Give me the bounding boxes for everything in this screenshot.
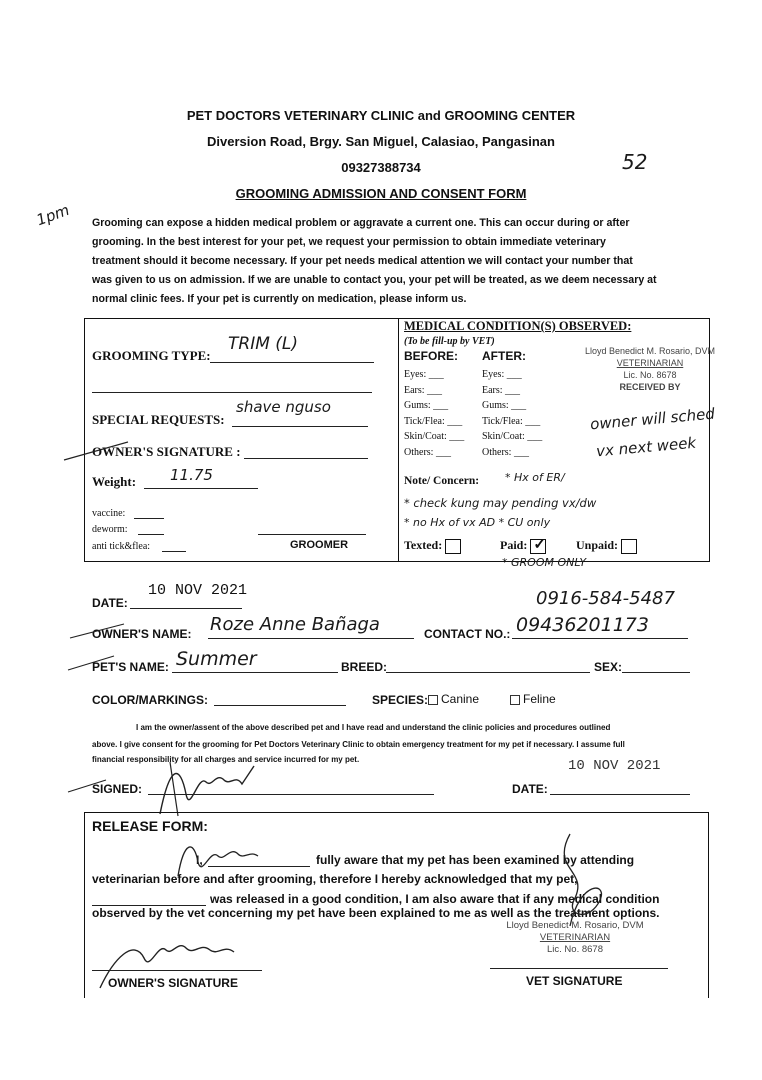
species-canine[interactable] [428,692,479,706]
intro-line: Grooming can expose a hidden medical problem or aggravate a current one. This can occur during or after [92,217,630,229]
owner-sig-label: OWNER'S SIGNATURE [108,976,238,990]
medical-title: MEDICAL CONDITION(S) OBSERVED: [404,319,632,333]
texted-text: Texted: [404,538,443,552]
check-label: Gums: [482,400,509,411]
unpaid-checkbox[interactable] [621,539,637,554]
stamp-title: VETERINARIAN [539,932,611,943]
paid-label [500,538,546,554]
check-label: Tick/Flea: [482,415,523,427]
deworm-line [138,534,164,535]
check-label: Eyes: [482,369,505,380]
release-right-border [708,812,710,998]
vaccine-label: vaccine: [92,508,126,519]
blank-line [92,392,372,393]
stamp-name: Lloyd Benedict M. Rosario, DVM [584,346,716,356]
note-line: * Hx of ER/ [505,471,565,484]
side-note-1: owner will sched [589,404,716,434]
vet-sig-label: VET SIGNATURE [526,974,623,988]
received-by: RECEIVED BY [619,382,681,392]
check-mark-icon: ✓ [533,536,546,553]
check-label: Eyes: [404,369,427,380]
canine-checkbox[interactable] [428,695,438,705]
vet-sig-line [490,968,668,969]
vet-stamp [580,345,720,393]
deworm-label: deworm: [92,524,128,535]
before-checklist: Eyes: ___ Ears: ___ Gums: ___ Tick/Flea: ___ Skin/Coat: ___ Others: ___ [404,369,465,458]
check-label: Ears: [404,384,425,396]
consent-date-label: DATE: [512,782,548,796]
intro-line: treatment should it become necessary. If your pet needs medical attention we will contact your number that [92,255,633,267]
texted-checkbox[interactable] [445,539,461,554]
intro-line: normal clinic fees. If your pet is currently on medication, please inform us. [92,293,467,305]
owner-name-label: OWNER'S NAME: [92,627,192,641]
owner-signature-label: OWNER'S SIGNATURE : [92,444,241,459]
check-label: Skin/Coat: [404,431,447,442]
pet-name-value: Summer [176,648,257,670]
release-left-border [84,812,86,998]
signed-label: SIGNED: [92,782,143,796]
sex-line [622,672,690,673]
clinic-address: Diversion Road, Brgy. San Miguel, Calasiao, Pangasinan [207,134,555,149]
page-note: 52 [622,150,648,174]
color-label: COLOR/MARKINGS: [92,693,208,707]
release-line: fully aware that my pet has been examined by attending [316,853,635,867]
weight-value: 11.75 [170,466,213,484]
clinic-phone: 09327388734 [341,160,421,175]
check-label: Skin/Coat: [482,431,525,442]
breed-line [386,672,590,673]
canine-label: Canine [441,692,480,706]
release-top-border [84,812,708,814]
special-requests-value: shave nguso [236,398,331,416]
special-requests-line [232,426,368,427]
release-line: was released in a good condition, I am also aware that if any medical condition [210,892,660,906]
release-vet-stamp [500,920,650,956]
side-note-2: vx next week [595,433,697,461]
strike-mark [68,620,128,642]
intro-line: was given to us on admission. If we are unable to contact you, your pet will be treated, as we deem necessary at [92,274,657,286]
breed-label: BREED: [341,660,388,674]
before-label: BEFORE: [404,349,458,363]
box-divider [398,318,399,561]
release-i-label: I, [196,853,203,867]
color-line [214,705,346,706]
check-label: Others: [404,446,434,458]
antitick-line [162,551,186,552]
medical-subtitle: (To be fill-up by VET) [404,336,495,347]
clinic-name: PET DOCTORS VETERINARY CLINIC and GROOMING CENTER [186,108,576,123]
margin-note: 1pm [33,200,72,230]
form-title: GROOMING ADMISSION AND CONSENT FORM [235,186,527,201]
strike-mark [66,776,110,796]
species-feline[interactable] [510,692,556,706]
owner-sig-line [92,970,262,971]
paid-checkbox[interactable] [530,536,546,554]
strike-mark [66,652,118,674]
consent-line: above. I give consent for the grooming for Pet Doctors Veterinary Clinic to obtain emergency treatment for my pet if necessary. I assume full [92,740,625,749]
after-checklist: Eyes: ___ Ears: ___ Gums: ___ Tick/Flea: ___ Skin/Coat: ___ Others: ___ [482,369,543,458]
unpaid-label [576,538,637,554]
consent-date-line [550,794,690,795]
note-label: Note/ Concern: [404,475,480,487]
date-line [130,608,242,609]
consent-line: financial responsibility for all charges and service incurred for my pet. [92,755,360,764]
check-label: Others: [482,446,512,458]
grooming-type-label: GROOMING TYPE: [92,348,211,363]
after-label: AFTER: [482,349,526,363]
stamp-lic: Lic. No. 8678 [623,370,677,380]
strike-mark [62,438,132,464]
groomer-label: GROOMER [290,539,349,551]
note-line: * GROOM ONLY [502,556,587,569]
feline-checkbox[interactable] [510,695,520,705]
contact-label: CONTACT NO.: [424,627,511,641]
unpaid-text: Unpaid: [576,538,619,552]
texted-label [404,538,461,554]
date-stamp: 10 NOV 2021 [148,582,248,599]
sex-label: SEX: [594,660,623,674]
owner-signature-line [244,458,368,459]
release-title: RELEASE FORM: [92,818,208,834]
species-label: SPECIES: [372,693,429,707]
date-label: DATE: [92,596,128,610]
stamp-name: Lloyd Benedict M. Rosario, DVM [506,920,644,931]
groomer-line [258,534,366,535]
owner-name-value: Roze Anne Bañaga [210,614,380,635]
antitick-label: anti tick&flea: [92,541,151,552]
note-line: * no Hx of vx AD * CU only [404,516,551,529]
check-label: Tick/Flea: [404,415,445,427]
consent-line: I am the owner/assent of the above described pet and I have read and understand the clinic policies and procedures outlined [136,723,611,732]
intro-line: grooming. In the best interest for your pet, we request your permission to obtain immediate veterinary [92,236,606,248]
contact-value: 09436201173 [516,614,649,636]
extra-phone: 0916-584-5487 [536,588,675,609]
feline-label: Feline [523,692,556,706]
stamp-title: VETERINARIAN [616,358,684,368]
owner-name-line [208,638,414,639]
release-line: observed by the vet concerning my pet have been explained to me as well as the treatment options. [92,906,660,920]
owner-signature-image [170,832,270,882]
contact-line [512,638,688,639]
consent-date-stamp: 10 NOV 2021 [568,758,661,774]
pet-name-line [172,672,338,673]
paid-text: Paid: [500,538,528,552]
grooming-type-value: TRIM (L) [228,334,299,354]
intro-paragraph [92,214,702,309]
note-line: * check kung may pending vx/dw [404,496,597,510]
check-label: Ears: [482,384,503,396]
release-line: veterinarian before and after grooming, therefore I hereby acknowledged that my pet, [92,872,578,886]
weight-line [144,488,258,489]
check-label: Gums: [404,400,431,411]
special-requests-label: SPECIAL REQUESTS: [92,412,225,427]
stamp-lic: Lic. No. 8678 [547,944,603,955]
pet-name-label: PET'S NAME: [92,660,169,674]
weight-label: Weight: [92,474,137,489]
vaccine-line [134,518,164,519]
grooming-type-line [210,362,374,363]
